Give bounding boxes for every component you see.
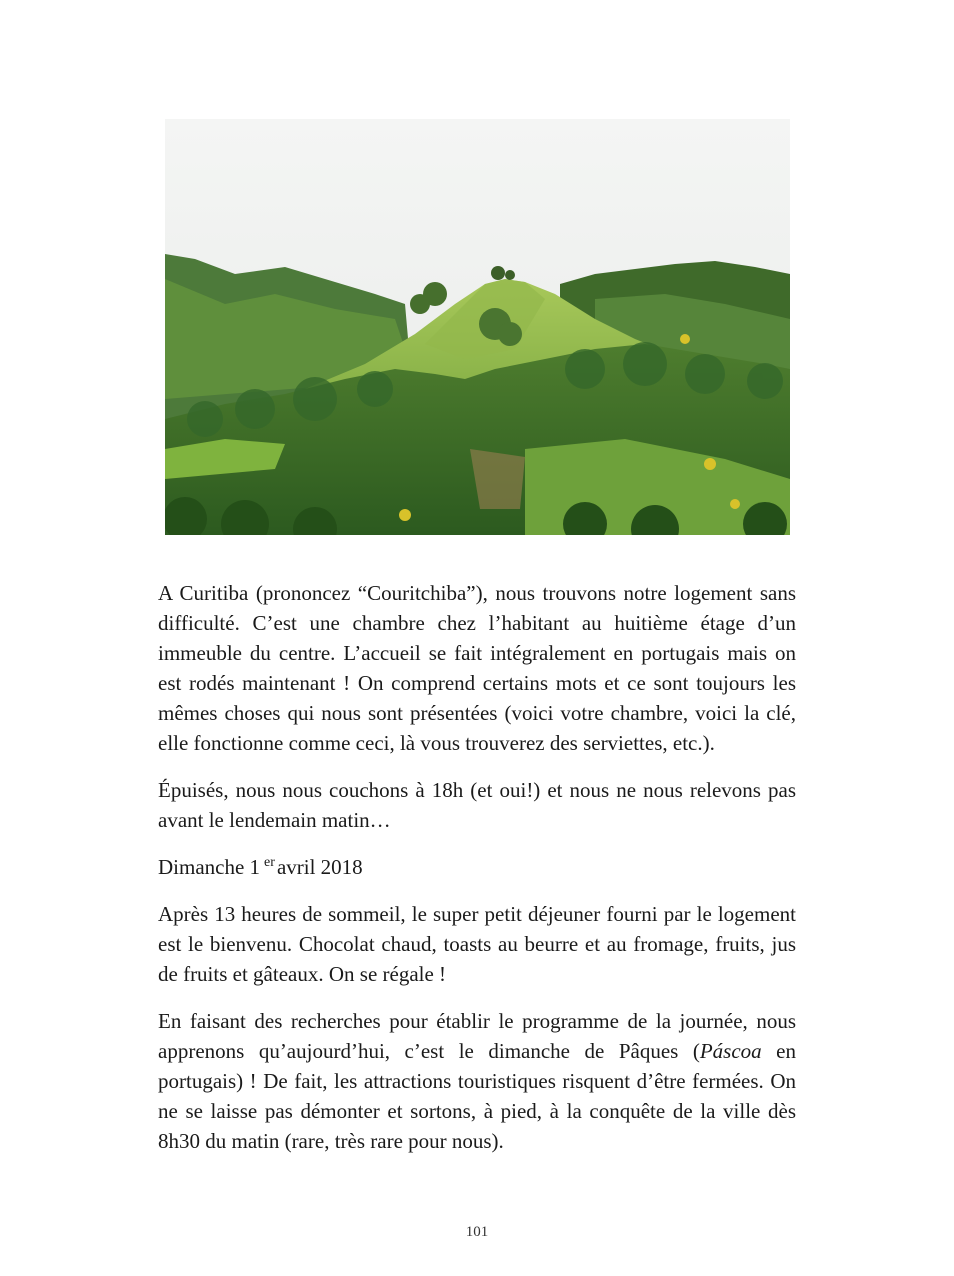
hilltop-tree bbox=[498, 322, 522, 346]
text-body bbox=[158, 578, 796, 1173]
hilltop-tree bbox=[505, 270, 515, 280]
paragraph-2: Épuisés, nous nous couchons à 18h (et oui!) et nous ne nous relevons pas avant le lendemain matin… bbox=[158, 778, 796, 832]
landscape-photo bbox=[165, 119, 790, 535]
date-superscript: er bbox=[264, 855, 275, 870]
paragraph-4-italic: Páscoa bbox=[699, 1039, 762, 1063]
paragraph-1: A Curitiba (prononcez “Couritchiba”), nous trouvons notre logement sans difficulté. C’est une chambre chez l’habitant au huitième étage d’un immeuble du centre. L’accueil se fait intégralement en portugais mais on est rodés maintenant ! On comprend certains mots et ce sont toujours les mêmes choses qui nous sont présentées (voici votre chambre, voici la clé, elle fonctionne comme ceci, là vous trouverez des serviettes, etc.). bbox=[158, 581, 796, 755]
paragraph-4-part2: en portugais) ! De fait, les attractions touristiques risquent d’être fermées. On ne se laisse pas démonter et sortons, à pied, à la conquête de la ville dès 8h30 du matin (rare, très rare pour nous). bbox=[158, 1039, 797, 1153]
landscape-illustration bbox=[165, 119, 790, 535]
date-month-year: avril 2018 bbox=[276, 855, 363, 879]
page-number: 101 bbox=[465, 1224, 489, 1240]
date-day: Dimanche 1 bbox=[158, 855, 261, 879]
hilltop-tree bbox=[491, 266, 505, 280]
paragraph-3: Après 13 heures de sommeil, le super petit déjeuner fourni par le logement est le bienvenu. Chocolat chaud, toasts au beurre et au fromage, fruits, jus de fruits et gâteaux. On se régale ! bbox=[158, 902, 796, 986]
hilltop-tree bbox=[410, 294, 430, 314]
date-heading bbox=[158, 852, 796, 882]
paragraph-4 bbox=[158, 1006, 796, 1156]
paragraph-4-part1: En faisant des recherches pour établir le programme de la journée, nous apprenons qu’aujourd’hui, c’est le dimanche de Pâques ( bbox=[158, 1009, 796, 1063]
